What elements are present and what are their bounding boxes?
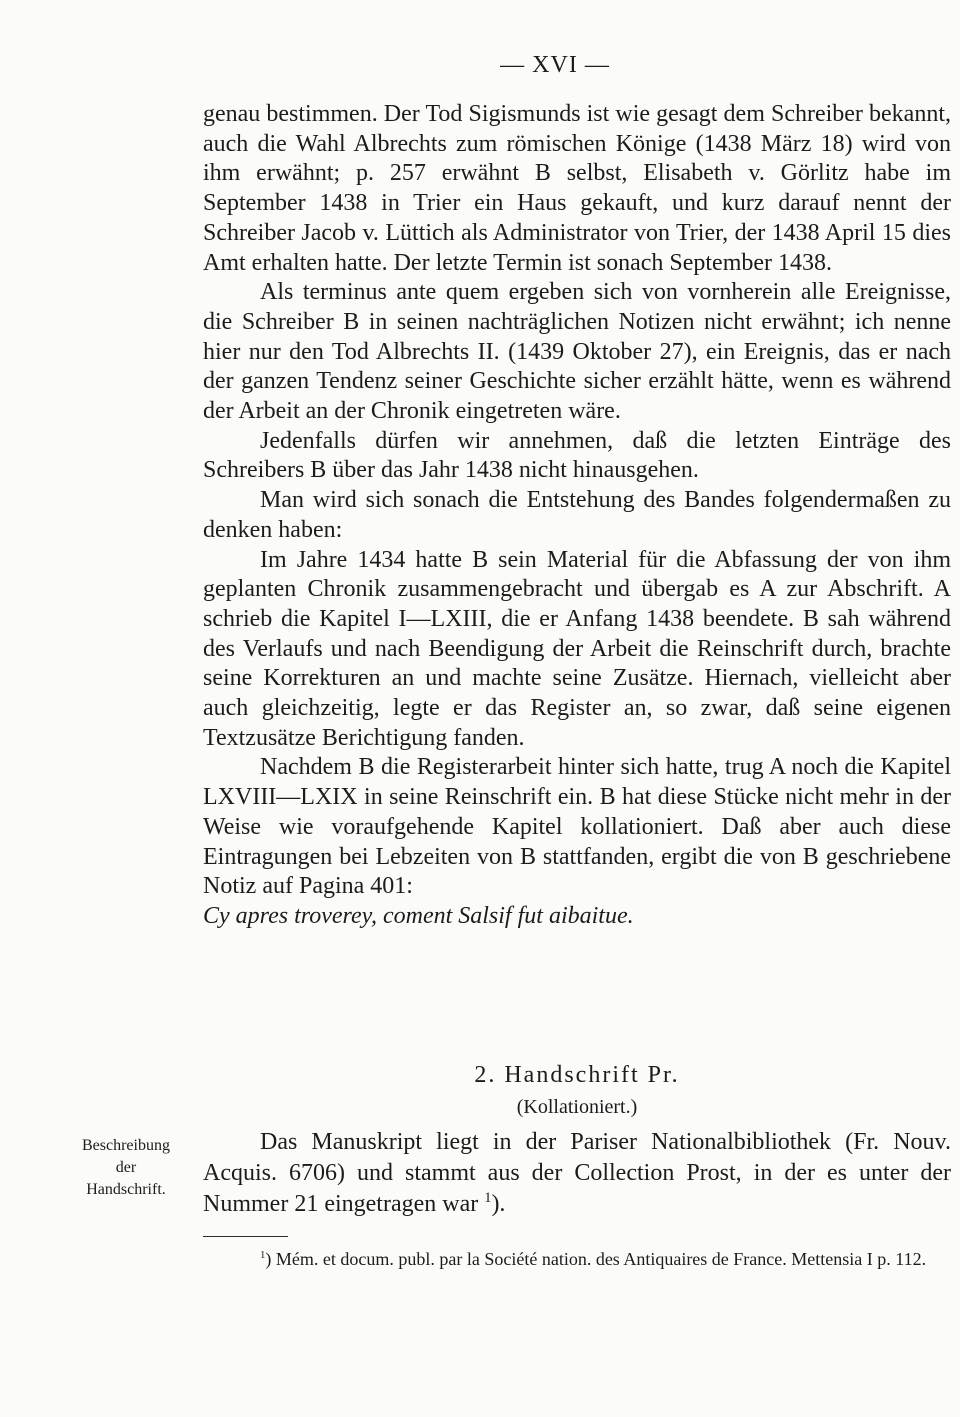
margin-note-line: Beschreibung: [82, 1137, 170, 1154]
footnote-reference: 1: [484, 1190, 492, 1206]
paragraph: Als terminus ante quem ergeben sich von vornherein alle Ereignisse, die Schreiber B in seinen nachträglichen Notizen nicht erwähnt; ich nenne hier nur den Tod Albrechts II. (1439 Oktober 27), ein Ereignis, das er nach der ganzen Tendenz seiner Geschichte sicher erzählt hätte, wenn es während der Arbeit an der Chronik eingetreten wäre.: [203, 279, 951, 425]
paragraph: Nachdem B die Registerarbeit hinter sich hatte, trug A noch die Kapitel LXVIII—LXIX in seine Reinschrift ein. B hat diese Stücke nicht mehr in der Weise wie voraufgehende Kapitel kollationiert. Daß aber auch diese Eintragungen bei Lebzeiten von B stattfanden, ergibt die von B geschriebene Notiz auf Pagina 401:: [203, 754, 951, 900]
footnote: [203, 1246, 951, 1272]
paragraph: Im Jahre 1434 hatte B sein Material für die Abfassung der von ihm geplanten Chronik zusammengebracht und übergab es A zur Abschrift. A schrieb die Kapitel I—LXIII, die er Anfang 1438 beendete. B sah während des Verlaufs und nach Beendigung der Arbeit die Reinschrift durch, brachte seine Korrekturen an und machte seine Zusätze. Hiernach, vielleicht aber auch gleichzeitig, legte er das Register an, so zwar, daß seine eigenen Textzusätze Berichtigung fanden.: [203, 546, 951, 751]
margin-note-line: der: [115, 1159, 137, 1176]
paragraph: genau bestimmen. Der Tod Sigismunds ist wie gesagt dem Schreiber bekannt, auch die Wahl Albrechts zum römischen Könige (1438 März 18) wird von ihm erwähnt; p. 257 erwähnt B selbst, Elisabeth v. Görlitz habe im September 1438 in Trier ein Haus gekauft, und kurz darauf nennt der Schreiber Jacob v. Lüttich als Administrator von Trier, der 1438 April 15 dies Amt erhalten hatte. Der letzte Termin ist sonach September 1438.: [203, 101, 951, 276]
quoted-note-text: Cy apres troverey, coment Salsif fut aibaitue.: [203, 902, 634, 929]
section-text-end: ).: [491, 1191, 506, 1217]
margin-note-line: Handschrift.: [86, 1181, 166, 1198]
footnote-divider: [203, 1236, 288, 1237]
footnote-text: ) Mém. et docum. publ. par la Société nation. des Antiquaires de France. Mettensia I p. 112.: [265, 1249, 927, 1269]
main-text: [203, 100, 951, 932]
section-subtitle: (Kollationiert.): [516, 1096, 638, 1118]
paragraph: Jedenfalls dürfen wir annehmen, daß die letzten Einträge des Schreibers B über das Jahr 1438 nicht hinausgehen.: [203, 427, 951, 484]
section-paragraph: [203, 1127, 951, 1220]
footnote-mark: 1: [260, 1249, 266, 1261]
paragraph: Man wird sich sonach die Entstehung des Bandes folgendermaßen zu denken haben:: [203, 487, 951, 543]
margin-note: [56, 1135, 196, 1201]
section-title: 2. Handschrift Pr.: [474, 1062, 680, 1088]
section-text: Das Manuskript liegt in der Pariser Nationalbibliothek (Fr. Nouv. Acquis. 6706) und stammt aus der Collection Prost, in der es unter der Nummer 21 eingetragen war: [203, 1129, 951, 1217]
quoted-note: [203, 902, 951, 932]
page-number: — XVI —: [500, 52, 610, 78]
